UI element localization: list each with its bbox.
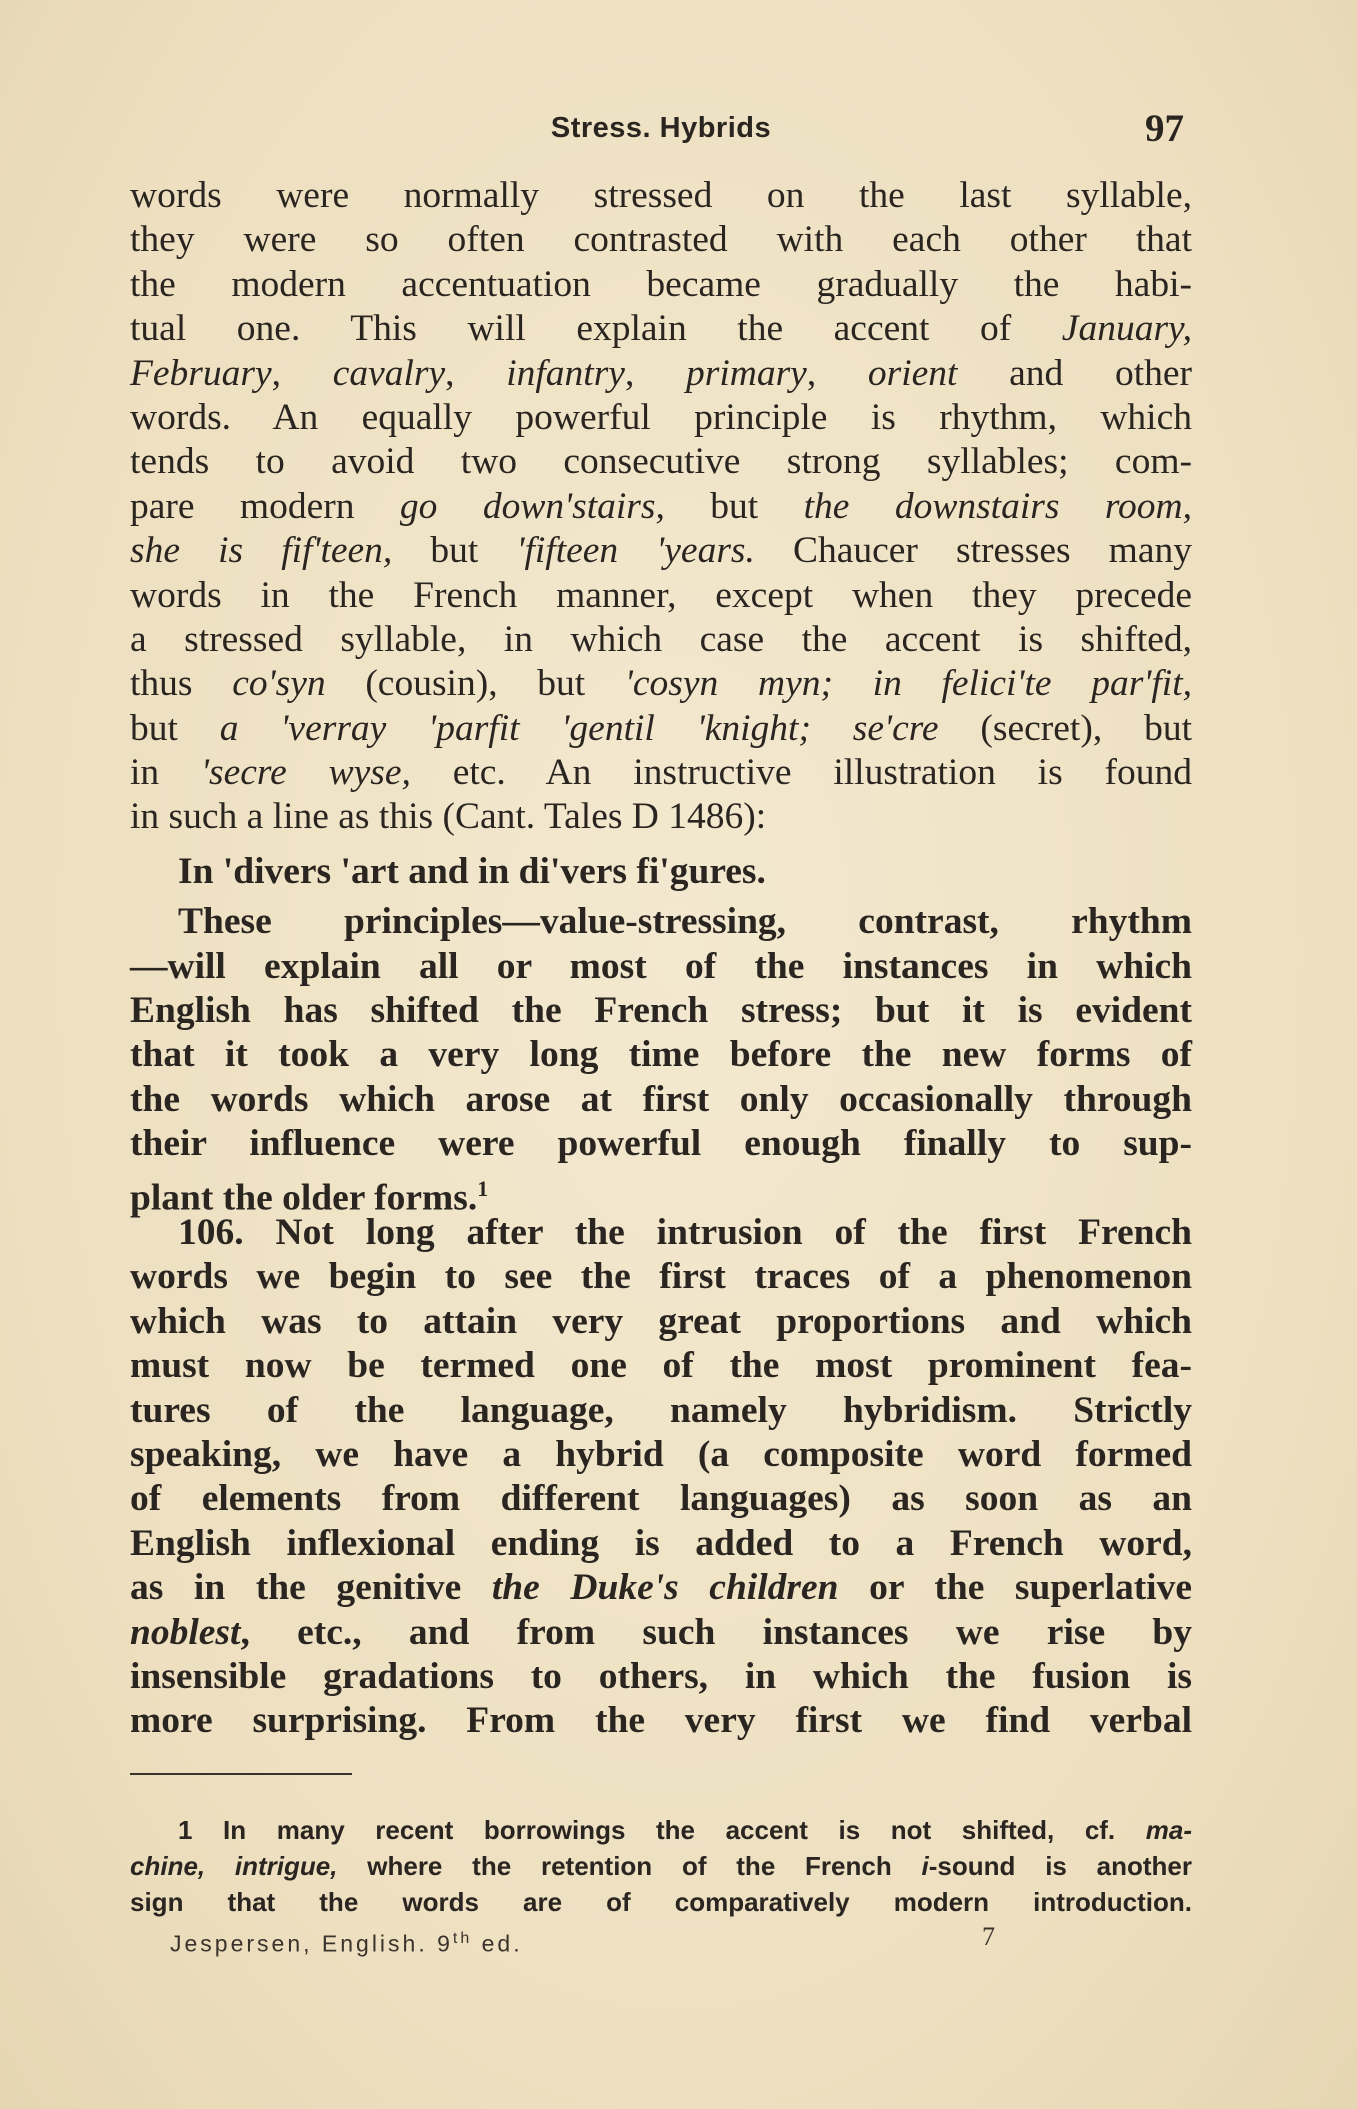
italic-word: a 'verray 'parfit 'gentil 'knight; se'cre <box>219 707 939 749</box>
text-line <box>130 485 1192 529</box>
text-line: they were so often contrasted with each other that <box>130 219 1192 261</box>
text-line: words we begin to see the first traces of a phenomenon <box>130 1256 1192 1298</box>
text-span: (secret), but <box>938 707 1193 749</box>
text-line: their influence were powerful enough finally to sup- <box>130 1123 1192 1165</box>
text-line: must now be termed one of the most prominent fea- <box>130 1345 1192 1387</box>
italic-word: co'syn <box>232 663 326 705</box>
text-line: English inflexional ending is added to a French word, <box>130 1522 1192 1564</box>
footnote-divider <box>130 1773 352 1775</box>
text-line <box>130 1566 1192 1610</box>
footnote-line: sign that the words are of comparatively modern introduction. <box>130 1887 1192 1917</box>
italic-word: noblest <box>130 1611 241 1653</box>
separator: , <box>806 352 868 394</box>
page-number: 97 <box>1145 107 1184 150</box>
text-span: Jespersen, English. 9 <box>170 1930 453 1957</box>
text-line <box>130 307 1192 351</box>
italic-word: i <box>921 1851 929 1881</box>
italic-word: the Duke's children <box>491 1567 839 1609</box>
text-line: English has shifted the French stress; but it is evident <box>130 990 1192 1032</box>
text-line: that it took a very long time before the new forms of <box>130 1034 1192 1076</box>
footnote-reference[interactable]: 1 <box>477 1175 489 1201</box>
text-line: in such a line as this (Cant. Tales D 1486): <box>130 796 767 838</box>
italic-word: chine, intrigue, <box>130 1851 338 1881</box>
text-span: -sound is another <box>928 1851 1192 1881</box>
text-span: ed. <box>472 1930 523 1957</box>
text-span: etc. An instructive illustration is found <box>410 752 1192 794</box>
text-span: but <box>392 530 517 572</box>
text-span: but <box>130 707 220 749</box>
text-span: tual one. This will explain the accent of <box>130 308 1062 350</box>
text-line: words in the French manner, except when they precede <box>130 574 1192 616</box>
text-span: pare modern <box>130 485 400 527</box>
superscript: th <box>452 1930 473 1947</box>
text-line: the modern accentuation became gradually the habi- <box>130 263 1192 305</box>
separator: , <box>271 352 333 394</box>
italic-word: cavalry <box>332 352 446 394</box>
running-head <box>130 104 1192 154</box>
footnote <box>130 1812 1192 1920</box>
text-line: more surprising. From the very first we find verbal <box>130 1700 1192 1742</box>
italic-word: February <box>130 352 272 394</box>
text-line <box>130 352 1192 396</box>
signature-mark: 7 <box>982 1922 995 1951</box>
text-span: , etc., and from such instances we rise by <box>240 1611 1192 1653</box>
text-span: (cousin), but <box>325 663 625 705</box>
printer-imprint <box>170 1930 523 1958</box>
italic-word: orient <box>867 352 958 394</box>
italic-word: 'fifteen 'years. <box>516 530 755 572</box>
text-line: These principles—value-stressing, contrast, rhythm <box>178 901 1192 943</box>
text-line: tends to avoid two consecutive strong syllables; com- <box>130 441 1192 483</box>
text-line: words were normally stressed on the last syllable, <box>130 175 1192 216</box>
verse-quotation: In 'divers 'art and in di'vers fi'gures. <box>178 850 766 892</box>
footnote-marker: 1 <box>178 1815 193 1845</box>
italic-word: 'secre wyse, <box>201 752 411 794</box>
footnote-line <box>130 1848 1192 1884</box>
text-line <box>130 529 1192 573</box>
text-span: thus <box>130 663 233 705</box>
text-span: in <box>130 752 202 794</box>
italic-word: infantry <box>506 352 625 394</box>
footnote-line <box>130 1812 1192 1848</box>
body-text <box>130 174 1192 1744</box>
text-span: as in the genitive <box>130 1567 492 1609</box>
text-line: the words which arose at first only occasionally through <box>130 1078 1192 1120</box>
italic-word: 'cosyn myn; in felici'te par'fit, <box>624 663 1192 705</box>
italic-word: the downstairs room, <box>803 485 1193 527</box>
text-line <box>130 707 1192 751</box>
text-span: In many recent borrowings the accent is not shifted, cf. <box>192 1815 1146 1845</box>
text-span: but <box>664 485 804 527</box>
text-span: plant the older forms. <box>130 1177 478 1219</box>
text-line: of elements from different languages) as soon as an <box>130 1478 1192 1520</box>
italic-word: ma- <box>1145 1815 1192 1845</box>
running-title: Stress. Hybrids <box>550 112 772 144</box>
italic-word: primary <box>685 352 807 394</box>
section-number: 106. <box>178 1211 244 1253</box>
italic-word: go down'stairs, <box>399 485 665 527</box>
text-line: —will explain all or most of the instances in which <box>130 945 1192 987</box>
text-line <box>130 1167 1192 1219</box>
text-line: which was to attain very great proportions and which <box>130 1300 1192 1342</box>
text-span: Chaucer stresses many <box>754 530 1192 572</box>
text-span: or the superlative <box>838 1567 1192 1609</box>
text-line: insensible gradations to others, in which the fusion is <box>130 1655 1192 1697</box>
text-line: tures of the language, namely hybridism. Strictly <box>130 1389 1192 1431</box>
text-line: speaking, we have a hybrid (a composite word formed <box>130 1433 1192 1475</box>
text-line <box>130 1211 1192 1255</box>
text-line <box>130 1611 1192 1655</box>
bold-section <box>130 900 1192 1743</box>
separator: , <box>445 352 507 394</box>
text-line: words. An equally powerful principle is rhythm, which <box>130 396 1192 438</box>
text-line <box>130 751 1192 795</box>
separator: , <box>624 352 686 394</box>
text-span: where the retention of the French <box>337 1851 922 1881</box>
text-line: a stressed syllable, in which case the accent is shifted, <box>130 618 1192 660</box>
text-span: and other <box>957 352 1192 394</box>
italic-word: she is fif'teen, <box>130 530 393 572</box>
italic-word: January, <box>1061 308 1192 350</box>
text-span: Not long after the intrusion of the first French <box>243 1211 1192 1253</box>
text-line <box>130 662 1192 706</box>
